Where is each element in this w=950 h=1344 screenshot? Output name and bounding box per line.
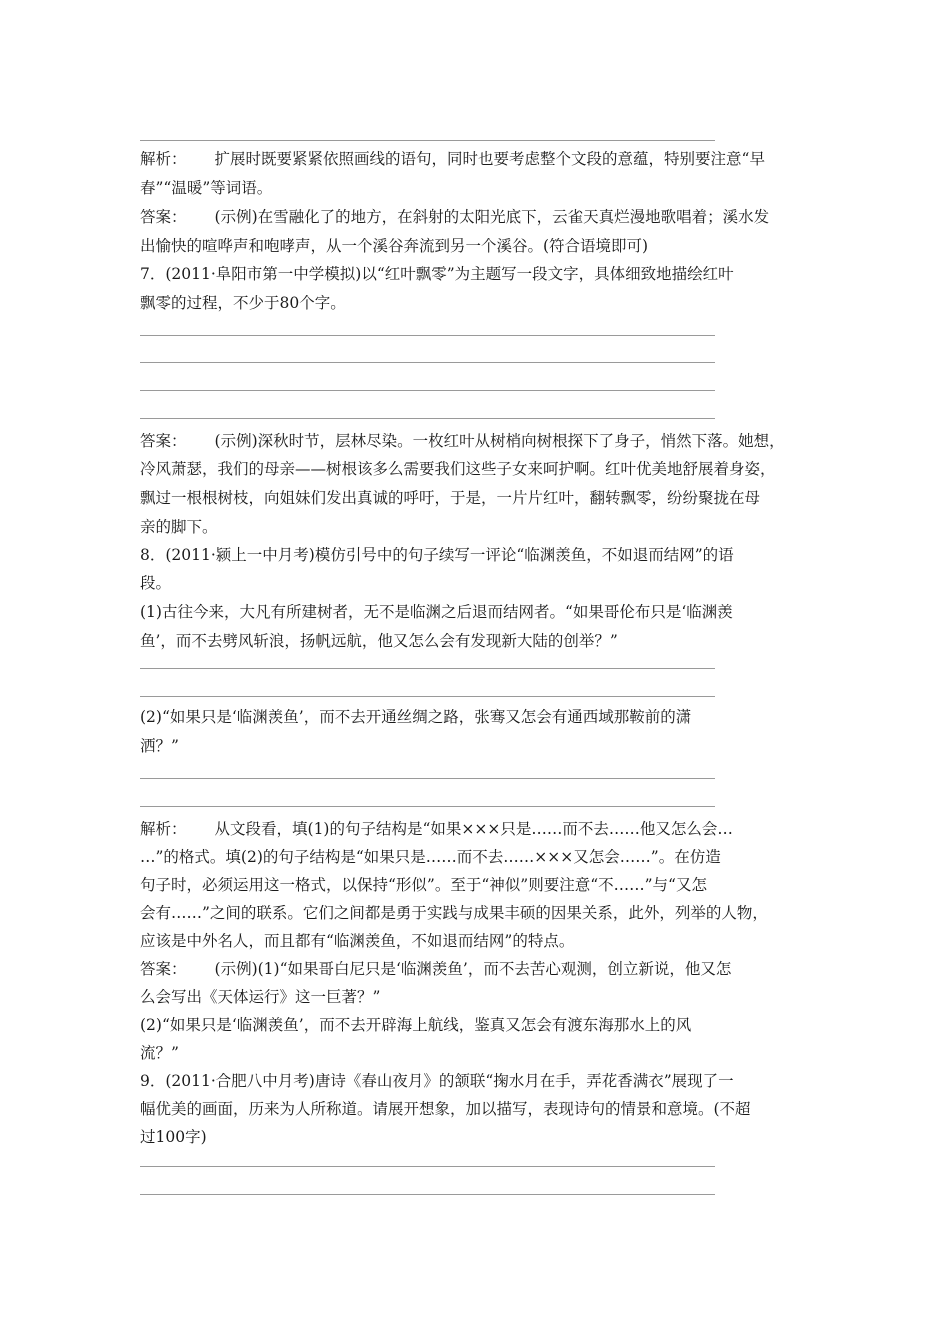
text-line: 流？” — [140, 1044, 179, 1062]
text-line: 鱼’，而不去劈风斩浪，扬帆远航，他又怎么会有发现新大陆的创举？” — [140, 632, 618, 650]
answer-rule — [140, 418, 715, 419]
text-line: 答案： (示例)深秋时节，层林尽染。一枚红叶从树梢向树根探下了身子，悄然下落。她想， — [140, 432, 785, 450]
answer-rule — [140, 806, 715, 807]
answer-rule — [140, 1166, 715, 1167]
text-line: 段。 — [140, 574, 172, 592]
answer-rule — [140, 668, 715, 669]
text-line: (2)“如果只是‘临渊羡鱼’，而不去开通丝绸之路，张骞又怎会有通西域那鞍前的潇 — [140, 708, 692, 726]
text-line: (2)“如果只是‘临渊羡鱼’，而不去开辟海上航线，鉴真又怎会有渡东海那水上的风 — [140, 1016, 692, 1034]
label-analysis: 解析： — [140, 150, 187, 168]
question-9: 9．(2011·合肥八中月考)唐诗《春山夜月》的颔联“掬水月在手，弄花香满衣”展现了一 — [140, 1072, 734, 1090]
text-line: 解析： 从文段看，填(1)的句子结构是“如果×××只是……而不去……他又怎么会… — [140, 820, 733, 838]
text-line: 会有……”之间的联系。它们之间都是勇于实践与成果丰硕的因果关系，此外，列举的人物， — [140, 904, 768, 922]
answer-rule — [140, 1194, 715, 1195]
answer-rule — [140, 335, 715, 336]
text-line: 答案： (示例)在雪融化了的地方，在斜射的太阳光底下，云雀天真烂漫地歌唱着；溪水发 — [140, 208, 770, 226]
text-line: 应该是中外名人，而且都有“临渊羡鱼，不如退而结网”的特点。 — [140, 932, 575, 950]
text-line: 解析： 扩展时既要紧紧依照画线的语句，同时也要考虑整个文段的意蕴，特别要注意“早 — [140, 150, 765, 168]
text-line: 飘零的过程，不少于80个字。 — [140, 294, 346, 312]
text-line: 答案： (示例)(1)“如果哥白尼只是‘临渊羡鱼’，而不去苦心观测，创立新说，他又怎 — [140, 960, 732, 978]
text-line: 过100字) — [140, 1128, 207, 1146]
question-8: 8．(2011·颍上一中月考)模仿引号中的句子续写一评论“临渊羡鱼，不如退而结网”的语 — [140, 546, 734, 564]
answer-rule — [140, 140, 715, 141]
text-line: 冷风萧瑟，我们的母亲——树根该多么需要我们这些子女来呵护啊。红叶优美地舒展着身姿， — [140, 460, 776, 478]
text-line: 么会写出《天体运行》这一巨著？” — [140, 988, 381, 1006]
text-line: …”的格式。填(2)的句子结构是“如果只是……而不去……×××又怎会……”。在仿造 — [140, 848, 721, 866]
answer-rule — [140, 390, 715, 391]
label-answer: 答案： — [140, 432, 187, 450]
text-line: 幅优美的画面，历来为人所称道。请展开想象，加以描写，表现诗句的情景和意境。(不超 — [140, 1100, 751, 1118]
text-line: 洒？” — [140, 737, 179, 755]
text-line: (1)古往今来，大凡有所建树者，无不是临渊之后退而结网者。“如果哥伦布只是‘临渊羡 — [140, 603, 733, 621]
answer-rule — [140, 778, 715, 779]
answer-rule — [140, 696, 715, 697]
text-line: 句子时，必须运用这一格式，以保持“形似”。至于“神似”则要注意“不……”与“又怎 — [140, 876, 707, 894]
text-line: 出愉快的喧哗声和咆哮声，从一个溪谷奔流到另一个溪谷。(符合语境即可) — [140, 237, 649, 255]
answer-rule — [140, 362, 715, 363]
label-answer: 答案： — [140, 208, 187, 226]
text-line: 亲的脚下。 — [140, 518, 218, 536]
label-analysis: 解析： — [140, 820, 187, 838]
label-answer: 答案： — [140, 960, 187, 978]
question-7: 7．(2011·阜阳市第一中学模拟)以“红叶飘零”为主题写一段文字，具体细致地描绘红叶 — [140, 265, 734, 283]
text-line: 春”“温暖”等词语。 — [140, 179, 273, 197]
text-line: 飘过一根根树枝，向姐妹们发出真诚的呼吁，于是，一片片红叶，翻转飘零，纷纷聚拢在母 — [140, 489, 761, 507]
